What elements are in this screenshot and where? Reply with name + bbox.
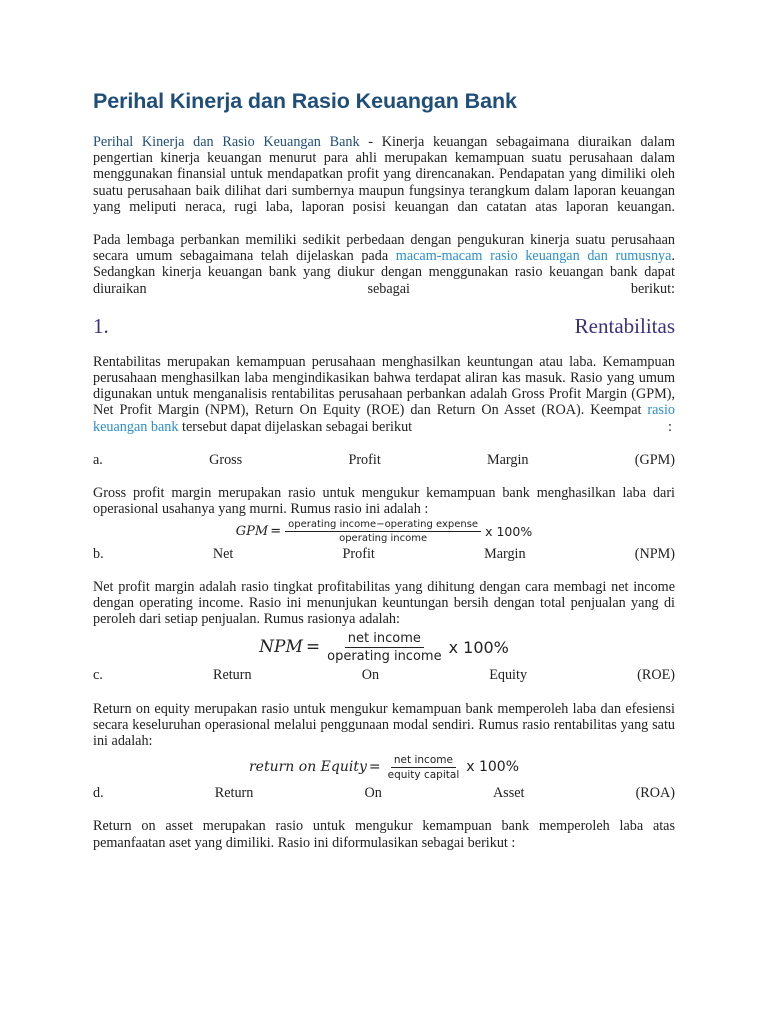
formula-denominator: operating income: [327, 648, 442, 664]
formula-eq: =: [305, 637, 321, 658]
rentabilitas-text-after: tersebut dapat dijelaskan sebagai berikut: [178, 418, 413, 435]
item-word: Profit: [348, 452, 381, 469]
item-c-description: Return on equity merupakan rasio untuk mengukur kemampuan bank memperoleh laba dan efesiensi secara keseluruhan operasional melalui penggunaan modal sendiri. Rumus rasio rentabilitas yang satu ini adalah:: [93, 700, 675, 750]
formula-multiplier: x 100%: [466, 759, 519, 776]
item-letter: c.: [93, 667, 103, 684]
item-word: Return: [212, 667, 252, 684]
item-word: Equity: [489, 667, 528, 684]
formula-lhs: NPM: [259, 637, 303, 658]
section-heading: [93, 313, 675, 339]
article: [93, 86, 675, 851]
item-abbr: (ROE): [637, 667, 675, 684]
item-letter: b.: [93, 545, 104, 562]
formula-lhs: GPM: [235, 524, 269, 540]
rentabilitas-text-before: Rentabilitas merupakan kemampuan perusahaan menghasilkan keuntungan atau laba. Kemampuan perusahaan menghasilkan laba mengindikasikan bahwa terdapat aliran kas masuk. Rasio yang umum digunakan untuk menganalisis rentabilitas perusahaan perbankan adalah Gross Profit Margin (GPM), Net Profit Margin (NPM), Return On Equity (ROE) dan Return On Asset (ROA). Keempat: [93, 353, 675, 419]
item-word: Return: [214, 785, 254, 802]
item-letter: d.: [93, 785, 104, 802]
formula-denominator: equity capital: [387, 768, 460, 781]
bank-text-before: Pada lembaga perbankan memiliki sedikit perbedaan dengan pengukuran kinerja suatu perusahaan secara umum sebagaimana telah dijelaskan pada: [93, 232, 675, 265]
item-abbr: (GPM): [634, 452, 675, 469]
item-abbr: (ROA): [635, 785, 675, 802]
rasio-keuangan-bank-link[interactable]: rasio keuangan bank: [93, 402, 675, 435]
item-b-description: Net profit margin adalah rasio tingkat profitabilitas yang dihitung dengan cara membagi net income dengan operating income. Rasio ini menunjukan keuntungan bersih dengan total penjualan yang di peroleh dari setiap penjualan. Rumus rasionya adalah:: [93, 578, 675, 628]
bank-paragraph: [93, 232, 675, 297]
formula-multiplier: x 100%: [448, 637, 509, 657]
formula-multiplier: x 100%: [485, 524, 533, 540]
item-word: Profit: [342, 545, 375, 562]
item-abbr: (NPM): [634, 545, 675, 562]
formula-numerator: net income: [345, 631, 424, 648]
item-word: On: [364, 785, 382, 802]
item-d-description: Return on asset merupakan rasio untuk mengukur kemampuan bank memperoleh laba atas pemanfaatan aset yang dimiliki. Rasio ini diformulasikan sebagai berikut :: [93, 818, 675, 851]
item-letter: a.: [93, 452, 103, 469]
rentabilitas-colon: :: [668, 418, 672, 435]
formula-eq: =: [270, 524, 282, 540]
formula-lhs: return on Equity: [248, 759, 367, 776]
gpm-formula: [93, 518, 675, 546]
rasio-keuangan-link[interactable]: macam-macam rasio keuangan dan rumusnya: [395, 248, 672, 265]
title-link[interactable]: Perihal Kinerja dan Rasio Keuangan Bank: [93, 134, 360, 150]
intro-text: - Kinerja keuangan sebagaimana diuraikan dalam pengertian kinerja keuangan menurut para ahli merupakan kemampuan suatu perusahaan dalam menggunakan finansial untuk mendapatkan profit yang direncanakan. Pendapatan yang dimiliki oleh suatu perusahaan baik dilihat dari sumbernya maupun fungsinya terangkum dalam laporan keuangan yang meliputi neraca, rugi laba, laporan posisi keuangan dan catatan atas laporan keuangan.: [93, 134, 675, 215]
item-word: Margin: [484, 545, 526, 562]
item-word: Asset: [492, 785, 525, 802]
formula-numerator: operating income−operating expense: [285, 519, 481, 532]
item-a-description: Gross profit margin merupakan rasio untuk mengukur kemampuan bank menghasilkan laba dari operasional usahanya yang murni. Rumus rasio ini adalah :: [93, 485, 675, 518]
formula-numerator: net income: [391, 754, 456, 768]
formula-fraction: [324, 631, 444, 664]
section-title: Rentabilitas: [574, 313, 675, 338]
item-c-heading: [93, 667, 675, 683]
item-word: On: [361, 667, 380, 684]
item-word: Margin: [487, 452, 529, 469]
section-number: 1.: [93, 313, 109, 338]
item-word: Net: [212, 545, 234, 562]
formula-fraction: [385, 754, 463, 781]
item-d-heading: [93, 785, 675, 801]
item-a-heading: [93, 452, 675, 468]
formula-denominator: operating income: [339, 533, 428, 545]
intro-paragraph: [93, 134, 675, 215]
page-title: Perihal Kinerja dan Rasio Keuangan Bank: [93, 89, 517, 113]
formula-fraction: [285, 519, 481, 544]
bank-text-after: . Sedangkan kinerja keuangan bank yang diukur dengan menggunakan rasio keuangan bank dapat diuraikan sebagai berikut:: [93, 248, 675, 297]
formula-eq: =: [368, 759, 381, 776]
item-word: Gross: [209, 452, 243, 469]
roe-formula: [93, 749, 675, 785]
item-b-heading: [93, 546, 675, 562]
npm-formula: [93, 627, 675, 667]
